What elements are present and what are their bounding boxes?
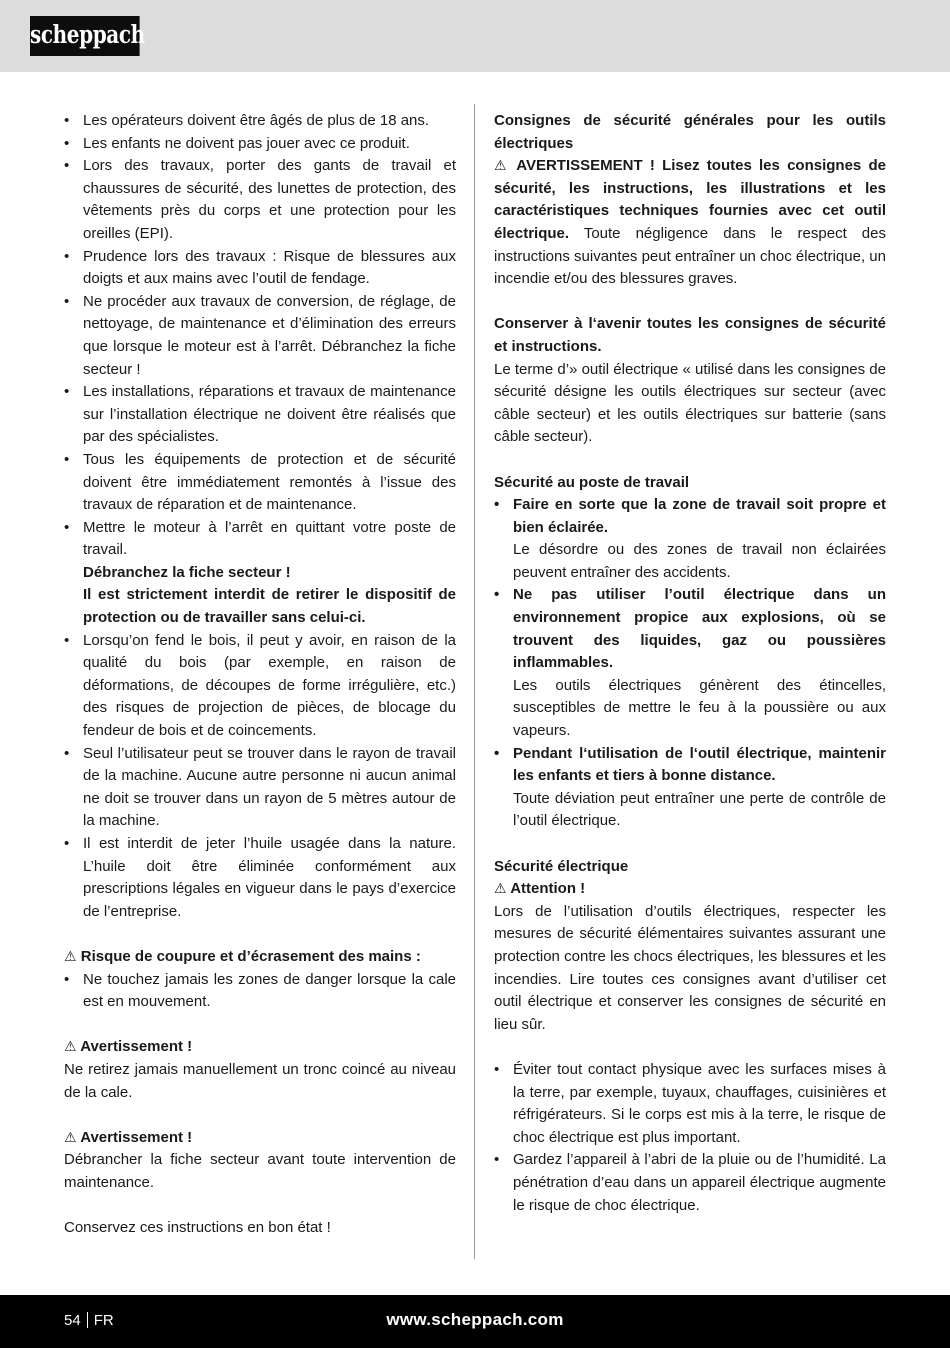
section-heading-general: Consignes de sécurité générales pour les outils électriques bbox=[494, 112, 886, 152]
electrical-text: Lors de l’utilisation d’outils électriques, respecter les mesures de sécurité élémentaires suivantes assurant une protection contre les chocs électriques, les blessures et les incendies. Lire toutes ces consignes avant d’utiliser cet outil électrique et conserver les consignes de sécurité en lieu sûr. bbox=[494, 902, 886, 1033]
warning-triangle-icon: ⚠ bbox=[64, 1039, 77, 1056]
page-footer bbox=[0, 1295, 950, 1348]
safety-bullets-2 bbox=[64, 630, 456, 924]
page-header bbox=[0, 0, 950, 72]
warning-triangle-icon: ⚠ bbox=[494, 881, 507, 898]
list-item: • Les enfants ne doivent pas jouer avec ce produit. bbox=[64, 134, 410, 152]
warning-heading: ⚠ Avertissement ! bbox=[64, 1038, 193, 1056]
left-column bbox=[64, 110, 456, 1240]
right-column bbox=[494, 110, 886, 1217]
warning-triangle-icon: ⚠ bbox=[64, 948, 77, 965]
list-item: • Les opérateurs doivent être âgés de plus de 18 ans. bbox=[64, 112, 430, 129]
list-item: • Il est interdit de jeter l’huile usagée dans la nature. L’huile doit être éliminée conformément aux prescriptions légales en vigueur dans le pays d’exercice de l’entreprise. bbox=[64, 835, 456, 920]
general-warning: ⚠ AVERTISSEMENT ! Lisez toutes les consignes de sécurité, les instructions, les illustrations et les caractéristiques techniques fournies avec cet outil électrique. Toute négligence dans le respect des instructions suivantes peut entraîner un choc électrique, un incendie et/ou des blessures graves. bbox=[494, 157, 886, 288]
list-item: • Seul l’utilisateur peut se trouver dans le rayon de travail de la machine. Aucune autre personne ni aucun animal ne doit se trouver dans un rayon de 5 mètres autour de la machine. bbox=[64, 744, 456, 830]
warning-heading: ⚠ Avertissement ! bbox=[64, 1128, 193, 1146]
list-item: • Lorsqu’on fend le bois, il peut y avoir, en raison de la qualité du bois (par exemple, en raison de déformations, de découpes de forme irrégulière, etc.) des risques de projection de pièces, de blocage du fendeur de bois et de coincements. bbox=[64, 631, 456, 740]
list-item: • Ne procéder aux travaux de conversion, de réglage, de nettoyage, de maintenance et d’élimination des erreurs que lorsque le moteur est à l’arrêt. Débranchez la fiche secteur ! bbox=[64, 292, 456, 378]
warning-text: Ne retirez jamais manuellement un tronc coincé au niveau de la cale. bbox=[64, 1060, 456, 1101]
keep-text: Le terme d’» outil électrique « utilisé dans les consignes de sécurité désigne les outils électriques sur secteur (avec câble secteur) et les outils électriques sur batterie (sans câble secteur). bbox=[494, 360, 886, 446]
warning-text: Débrancher la fiche secteur avant toute intervention de maintenance. bbox=[64, 1151, 456, 1191]
warning-triangle-icon: ⚠ bbox=[494, 158, 510, 175]
list-item: • Ne pas utiliser l’outil électrique dans un environnement propice aux explosions, où se trouvent des liquides, gaz ou poussières inflammables. Les outils électriques génèrent des étincelles, susceptibles de mettre le feu à la poussière ou aux vapeurs. bbox=[494, 586, 886, 740]
warning-triangle-icon: ⚠ bbox=[64, 1129, 77, 1146]
risk-heading: ⚠ Risque de coupure et d’écrasement des mains : bbox=[64, 947, 421, 965]
list-item: • Lors des travaux, porter des gants de travail et chaussures de sécurité, des lunettes de protection, des vêtements près du corps et une protection pour les oreilles (EPI). bbox=[64, 157, 456, 242]
unplug-note: Débranchez la fiche secteur ! bbox=[83, 563, 291, 581]
attention-label: ⚠ Attention ! bbox=[494, 880, 586, 898]
list-item: • Mettre le moteur à l’arrêt en quittant votre poste de travail. bbox=[64, 518, 456, 559]
page-number: 54 FR bbox=[64, 1312, 114, 1329]
list-item: • Gardez l’appareil à l’abri de la pluie ou de l’humidité. La pénétration d’eau dans un appareil électrique augmente le risque de choc électrique. bbox=[494, 1151, 886, 1214]
column-divider bbox=[474, 104, 475, 1259]
section-heading-keep: Conserver à l‘avenir toutes les consignes de sécurité et instructions. bbox=[494, 315, 886, 355]
list-item: • Tous les équipements de protection et de sécurité doivent être immédiatement remontés à l’issue des travaux de réparation et de maintenance. bbox=[64, 450, 456, 514]
website-url: www.scheppach.com bbox=[386, 1310, 564, 1329]
list-item: • Pendant l‘utilisation de l‘outil électrique, maintenir les enfants et tiers à bonne distance. Toute déviation peut entraîner une perte de contrôle de l’outil électrique. bbox=[494, 744, 886, 830]
section-heading-electrical: Sécurité électrique bbox=[494, 857, 629, 875]
section-heading-workplace: Sécurité au poste de travail bbox=[494, 473, 690, 491]
list-item: • Faire en sorte que la zone de travail soit propre et bien éclairée. Le désordre ou des zones de travail non éclairées peuvent entraîner des accidents. bbox=[494, 496, 886, 581]
scheppach-logo: scheppach bbox=[30, 16, 140, 56]
safety-bullets-1 bbox=[64, 110, 456, 562]
guard-removal-note: Il est strictement interdit de retirer le dispositif de protection ou de travailler sans celui-ci. bbox=[83, 586, 456, 627]
closing-note: Conservez ces instructions en bon état ! bbox=[64, 1219, 331, 1237]
list-item: • Éviter tout contact physique avec les surfaces mises à la terre, par exemple, tuyaux, chauffages, cuisinières et réfrigérateurs. Si le corps est mis à la terre, le risque de choc électrique est plus important. bbox=[494, 1060, 886, 1146]
list-item: • Prudence lors des travaux : Risque de blessures aux doigts et aux mains avec l’outil de fendage. bbox=[64, 247, 456, 288]
list-item: • Ne touchez jamais les zones de danger lorsque la cale est en mouvement. bbox=[64, 970, 456, 1011]
list-item: • Les installations, réparations et travaux de maintenance sur l’installation électrique ne doivent être réalisés que par des spécialistes. bbox=[64, 383, 456, 446]
